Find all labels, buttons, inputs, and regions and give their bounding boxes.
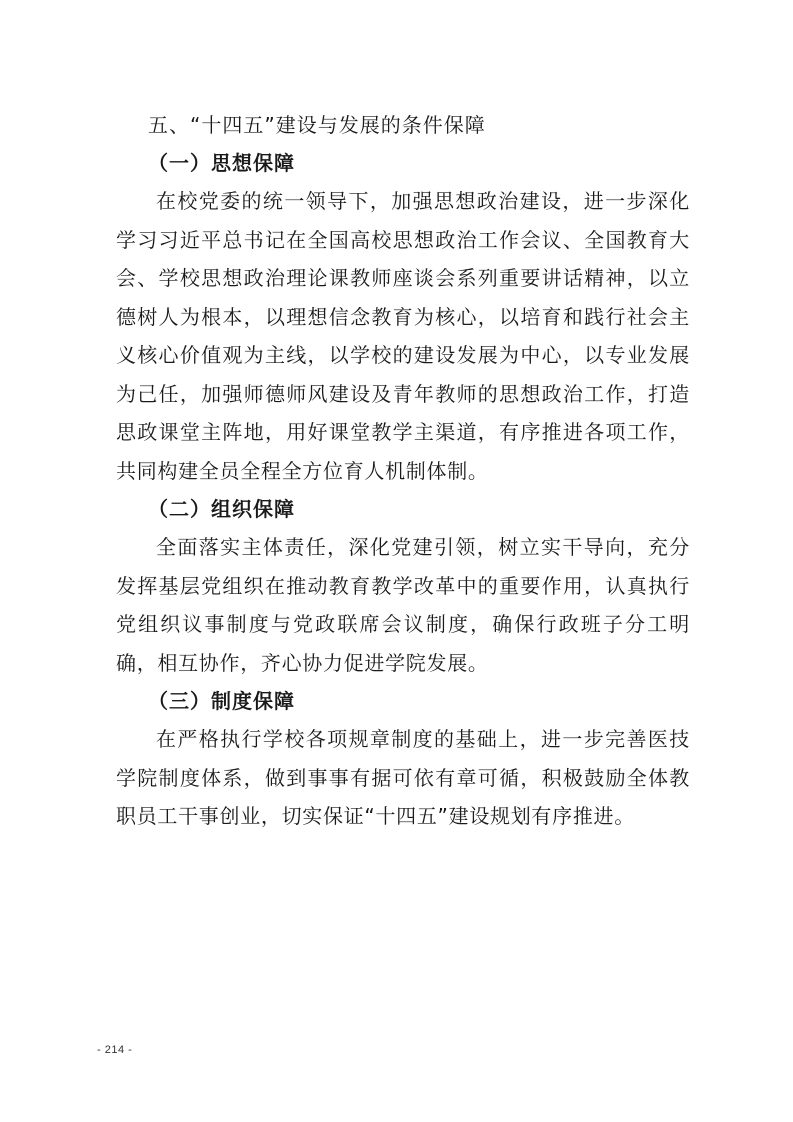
- page-number: - 214 -: [97, 1044, 133, 1056]
- subsection-heading-ideology: （一）思想保障: [148, 151, 295, 175]
- document-body: [116, 106, 690, 836]
- subsection-heading-organization: （二）组织保障: [148, 497, 295, 521]
- paragraph-organization: 全面落实主体责任，深化党建引领，树立实干导向，充分发挥基层党组织在推动教育教学改革中的重要作用，认真执行党组织议事制度与党政联席会议制度，确保行政班子分工明确，相互协作，齐心协力促进学院发展。: [116, 535, 690, 675]
- section-title: 五、“十四五”建设与发展的条件保障: [148, 113, 486, 137]
- paragraph-ideology: 在校党委的统一领导下，加强思想政治建设，进一步深化学习习近平总书记在全国高校思想政治工作会议、全国教育大会、学校思想政治理论课教师座谈会系列重要讲话精神，以立德树人为根本，以理想信念教育为核心，以培育和践行社会主义核心价值观为主线，以学校的建设发展为中心，以专业发展为己任，加强师德师风建设及青年教师的思想政治工作，打造思政课堂主阵地，用好课堂教学主渠道，有序推进各项工作，共同构建全员全程全方位育人机制体制。: [116, 189, 690, 483]
- paragraph-institution: 在严格执行学校各项规章制度的基础上，进一步完善医技学院制度体系，做到事事有据可依有章可循，积极鼓励全体教职员工干事创业，切实保证“十四五”建设规划有序推进。: [116, 727, 690, 828]
- subsection-heading-institution: （三）制度保障: [148, 689, 295, 713]
